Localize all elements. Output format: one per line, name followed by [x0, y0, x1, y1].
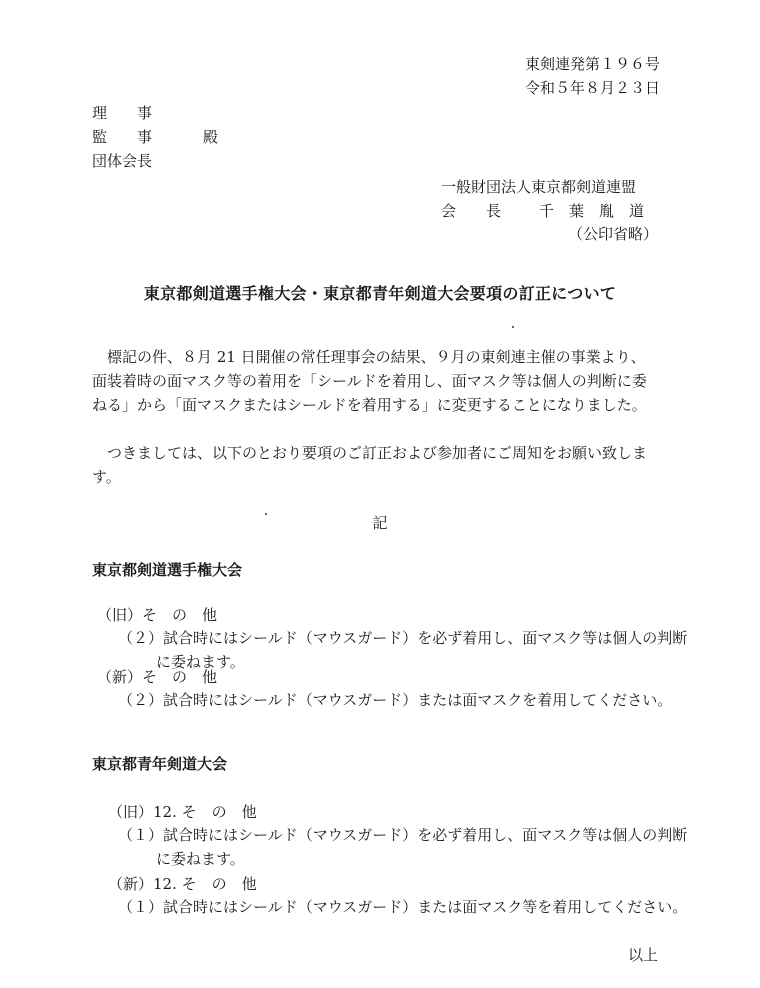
ki-marker: 記: [372, 514, 388, 532]
old-item-text: （２）試合時にはシールド（マウスガード）を必ず着用し、面マスク等は個人の判断に委ねます。: [118, 629, 688, 671]
sender-organization: 一般財団法人東京都剣道連盟: [441, 178, 637, 196]
old-label: （旧）12. そ の 他: [108, 803, 257, 821]
new-label: （新）12. そ の 他: [108, 875, 257, 893]
sender-title: 会 長: [441, 202, 502, 220]
closing-mark: 以上: [627, 946, 658, 964]
document-title: 東京都剣道選手権大会・東京都青年剣道大会要項の訂正について: [143, 284, 617, 303]
recipient-group-heads: 団体会長: [92, 152, 153, 170]
recipient-auditors: 監 事: [92, 128, 153, 146]
old-item-text: （１）試合時にはシールド（マウスガード）を必ず着用し、面マスク等は個人の判断に委ねます。: [118, 826, 688, 868]
recipient-honorific: 殿: [203, 128, 219, 146]
sender-name: 千 葉 胤 道: [539, 202, 645, 220]
scan-speck: [265, 513, 267, 515]
section-heading: 東京都剣道選手権大会: [92, 561, 243, 579]
document-number: 東剣連発第１９６号: [524, 55, 660, 73]
body-paragraph-1: 標記の件、８月 21 日開催の常任理事会の結果、９月の東剣連主催の事業より、面装着時の面マスク等の着用を「シールドを着用し、面マスク等は個人の判断に委ねる」から「面マスクまたはシールドを着用する」に変更することになりました。: [92, 348, 647, 414]
scan-speck: [512, 326, 514, 328]
new-item-text: （２）試合時にはシールド（マウスガード）または面マスクを着用してください。: [118, 691, 673, 709]
new-label: （新）そ の 他: [97, 668, 218, 686]
new-item-text: （１）試合時にはシールド（マウスガード）または面マスク等を着用してください。: [118, 898, 688, 916]
document-date: 令和５年８月２３日: [524, 79, 660, 97]
old-label: （旧）そ の 他: [97, 606, 218, 624]
section-heading: 東京都青年剣道大会: [92, 755, 228, 773]
body-paragraph-2: つきましては、以下のとおり要項のご訂正および参加者にご周知をお願い致します。: [92, 444, 648, 486]
seal-omitted-note: （公印省略）: [567, 225, 658, 243]
recipient-directors: 理 事: [92, 104, 153, 122]
